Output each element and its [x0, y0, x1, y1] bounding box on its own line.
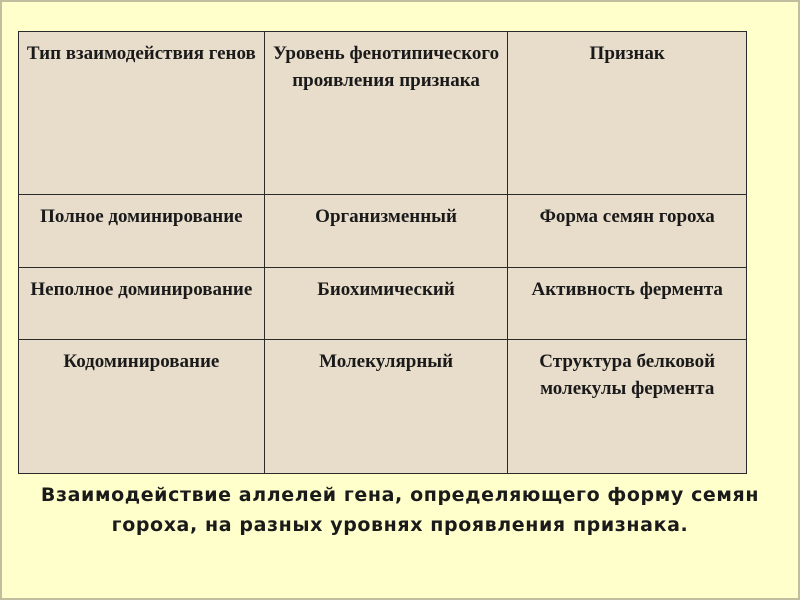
cell-trait: Форма семян гороха	[508, 195, 747, 268]
gene-interaction-table	[18, 31, 747, 474]
cell-interaction-type: Кодоминирование	[19, 340, 265, 474]
cell-phenotypic-level: Организменный	[264, 195, 508, 268]
cell-trait: Структура белковой молекулы фермента	[508, 340, 747, 474]
cell-interaction-type: Полное доминирование	[19, 195, 265, 268]
table-row	[19, 268, 747, 340]
slide-caption: Взаимодействие аллелей гена, определяющего форму семян гороха, на разных уровнях проявления признака.	[40, 484, 760, 536]
table-row	[19, 195, 747, 268]
header-trait: Признак	[508, 32, 747, 195]
table-row	[19, 340, 747, 474]
cell-phenotypic-level: Биохимический	[264, 268, 508, 340]
header-interaction-type: Тип взаимодействия генов	[19, 32, 265, 195]
cell-phenotypic-level: Молекулярный	[264, 340, 508, 474]
cell-trait: Активность фермента	[508, 268, 747, 340]
cell-interaction-type: Неполное доминирование	[19, 268, 265, 340]
header-phenotypic-level: Уровень фенотипического проявления признака	[264, 32, 508, 195]
table-header-row	[19, 32, 747, 195]
